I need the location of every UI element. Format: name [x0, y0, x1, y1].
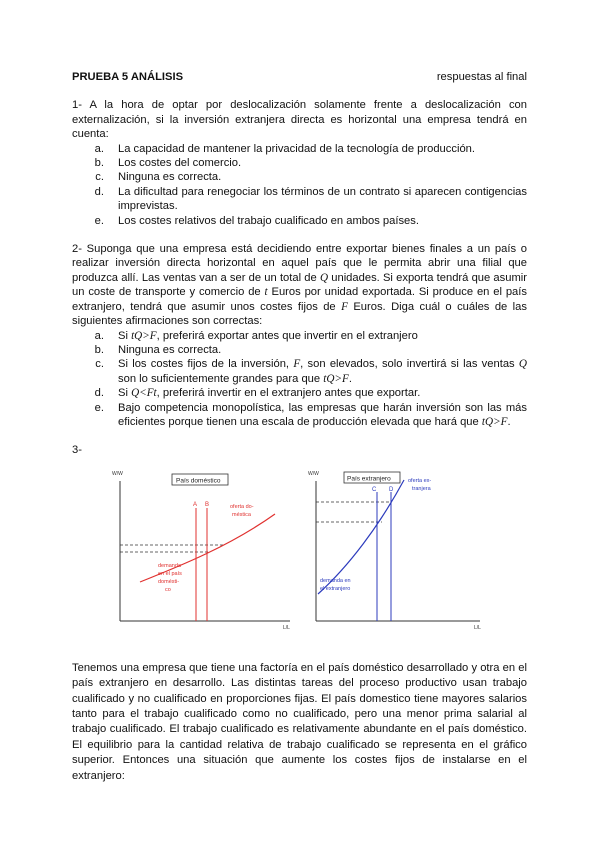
chart-domestic — [110, 466, 300, 636]
demand-label: demanda — [158, 562, 181, 569]
list-item: d. Si Q<Ft, preferirá invertir en el extranjero antes que exportar. — [94, 387, 421, 400]
question-3-paragraph: Tenemos una empresa que tiene una factoría en el país doméstico desarrollado y otra en el país extranjero en desarrollo. Las distintas tareas del proceso productivo usan trabajo cualificado y no cualificado en proporciones fijas. El país domestico tiene mayores salarios tanto para el trabajo cualificado como no cualificado, pero una menor prima salarial al trabajo cualificado. El trabajo cualificado es relativamente abundante en el país doméstico. El equilibrio para la cantidad relativa de trabajo cualificado se representa en el gráfico superior. Entonces una situación que aumente los costes fijos de instalarse en el extranjero: — [72, 661, 527, 782]
document-page — [72, 70, 527, 784]
demand-label: domésti- — [158, 578, 180, 585]
chart-title: País doméstico — [176, 477, 221, 485]
offer-label: oferta ex- — [408, 477, 432, 484]
question-2-options — [72, 329, 527, 430]
demand-label: co — [165, 586, 171, 593]
label-b: B — [205, 501, 210, 508]
header — [72, 70, 527, 84]
y-axis-label: W/W — [308, 470, 319, 477]
x-axis-label: L/L — [474, 624, 481, 631]
question-3-label: 3- — [72, 444, 82, 457]
list-item: b. Ninguna es correcta. — [94, 343, 222, 356]
question-1-options — [72, 142, 527, 228]
list-item: e. Bajo competencia monopolística, las empresas que harán inversión son las más eficientes porque tienen una escala de producción elevada que hará que tQ>F. — [94, 401, 527, 428]
list-item: c. Ninguna es correcta. — [95, 171, 222, 184]
demand-label: en el país — [158, 570, 182, 577]
list-item: a. Si tQ>F, preferirá exportar antes que invertir en el extranjero — [94, 329, 418, 342]
list-item: d. La dificultad para renegociar los términos de un contrato si aparecen contigencias imprevistas. — [94, 185, 527, 213]
list-item: a. La capacidad de mantener la privacidad de la tecnología de producción. — [94, 142, 476, 155]
x-axis-label: L/L — [283, 624, 290, 631]
chart-foreign — [304, 466, 494, 636]
page-title: PRUEBA 5 ANÁLISIS — [72, 71, 184, 83]
offer-label: tranjera — [412, 485, 431, 492]
label-c: C — [372, 486, 377, 493]
label-a: A — [193, 501, 198, 508]
question-1-text: 1- A la hora de optar por deslocalización solamente frente a deslocalización con externalización, si la inversión extranjera directa es horizontal una empresa tendrá en cuenta: — [72, 99, 527, 141]
header-note: respuestas al final — [436, 71, 527, 83]
offer-label: oferta do- — [230, 503, 254, 510]
offer-label: méstica — [232, 511, 251, 518]
chart-title: País extranjero — [347, 475, 391, 483]
list-item: e. Los costes relativos del trabajo cualificado en ambos países. — [94, 214, 419, 227]
demand-label: el extranjero — [320, 585, 351, 592]
list-item: c. Si los costes fijos de la inversión, F, son elevados, solo invertirá si las ventas Q son lo suficientemente grandes para que tQ>F. — [95, 358, 527, 385]
label-d: D — [389, 486, 394, 493]
y-axis-label: W/W — [112, 470, 123, 477]
list-item: b. Los costes del comercio. — [94, 157, 242, 170]
figure-charts — [72, 466, 527, 641]
question-2 — [72, 242, 527, 429]
question-2-text: 2- Suponga que una empresa está decidiendo entre exportar bienes finales a un país o realizar inversión directa horizontal en aquel país que le permita abrir una filial que produzca allí. Las ventas van a ser de un total de Q unidades. Si exporta tendrá que asumir un coste de transporte y comercio de t Euros por unidad exportada. Si produce en el país extranjero, tendrá que asumir unos costes fijos de F Euros. Diga cuál o cuáles de las siguientes afirmaciones son correctas: — [72, 243, 528, 328]
question-1 — [72, 98, 527, 228]
demand-label: demanda en — [320, 577, 351, 584]
